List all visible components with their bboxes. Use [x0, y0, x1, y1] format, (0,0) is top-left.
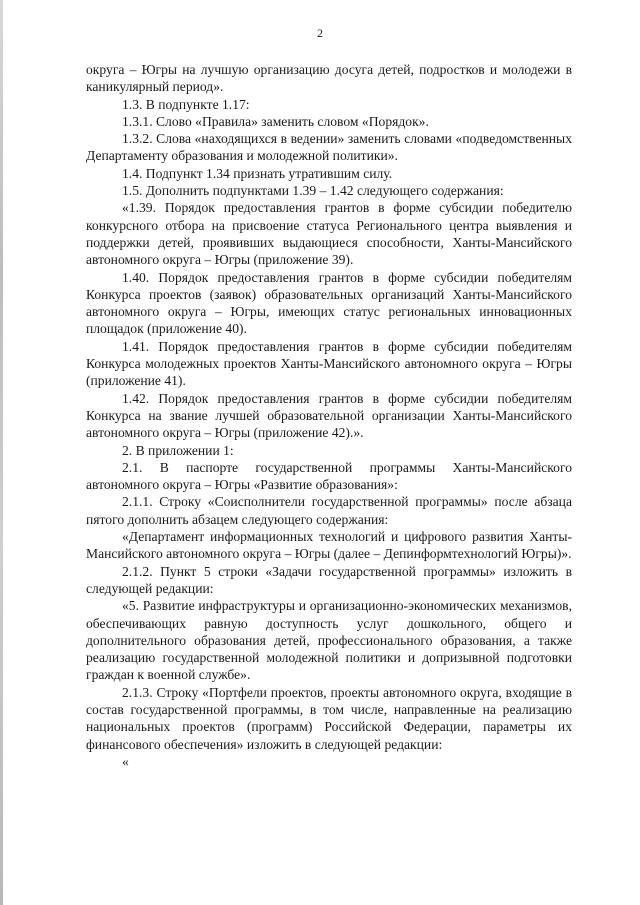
- paragraph: 2.1. В паспорте государственной программы Ханты-Мансийского автономного округа – Югры «Развитие образования»:: [86, 459, 572, 493]
- paragraph: «1.39. Порядок предоставления грантов в форме субсидии победителю конкурсного отбора на присвоение статуса Регионального центра выявления и поддержки детей, проявивших выдающиеся способности, Ханты-Мансийского автономного округа – Югры (приложение 39).: [86, 200, 572, 268]
- paragraph: 1.3.2. Слова «находящихся в ведении» заменить словами «подведомственных Департаменту образования и молодежной политики».: [86, 131, 572, 164]
- paragraph: 1.4. Подпункт 1.34 признать утратившим силу.: [122, 165, 393, 181]
- paragraph: «Департамент информационных технологий и цифрового развития Ханты-Мансийского автономного округа – Югры (далее – Депинформтехнологий Югры)».: [86, 529, 572, 562]
- document-body: [86, 61, 572, 770]
- paragraph: округа – Югры на лучшую организацию досуга детей, подростков и молодежи в каникулярный период».: [86, 62, 572, 95]
- paragraph: 1.3. В подпункте 1.17:: [122, 96, 250, 112]
- paragraph: «: [122, 753, 129, 769]
- paragraph: «5. Развитие инфраструктуры и организационно-экономических механизмов, обеспечивающих равную доступность услуг дошкольного, общего и дополнительного образования детей, профессионального образования, а также реализацию государственной молодежной политики и допризывной подготовки граждан к военной службе».: [86, 598, 572, 683]
- paragraph: 1.5. Дополнить подпунктами 1.39 – 1.42 следующего содержания:: [122, 183, 504, 199]
- paragraph: 2. В приложении 1:: [122, 442, 234, 458]
- paragraph: 2.1.1. Строку «Соисполнители государственной программы» после абзаца пятого дополнить абзацем следующего содержания:: [86, 494, 572, 527]
- paragraph: 2.1.2. Пункт 5 строки «Задачи государственной программы» изложить в следующей редакции:: [86, 563, 572, 596]
- paragraph: 1.41. Порядок предоставления грантов в форме субсидии победителям Конкурса молодежных проектов Ханты-Мансийского автономного округа – Югры (приложение 41).: [86, 338, 572, 389]
- page-number: 2: [317, 26, 323, 40]
- paragraph: 1.42. Порядок предоставления грантов в форме субсидии победителям Конкурса на звание лучшей образовательной организации Ханты-Мансийского автономного округа – Югры (приложение 42).».: [86, 390, 572, 441]
- paragraph: 2.1.3. Строку «Портфели проектов, проекты автономного округа, входящие в состав государственной программы, в том числе, направленные на реализацию национальных проектов (программ) Российской Федерации, параметры их финансового обеспечения» изложить в следующей редакции:: [86, 684, 572, 752]
- page-edge-shadow: [0, 0, 3, 905]
- paragraph: 1.40. Порядок предоставления грантов в форме субсидии победителям Конкурса проектов (заявок) образовательных организаций Ханты-Мансийского автономного округа – Югры, имеющих статус региональных инновационных площадок (приложение 40).: [86, 269, 572, 337]
- paragraph: 1.3.1. Слово «Правила» заменить словом «Порядок».: [122, 113, 429, 129]
